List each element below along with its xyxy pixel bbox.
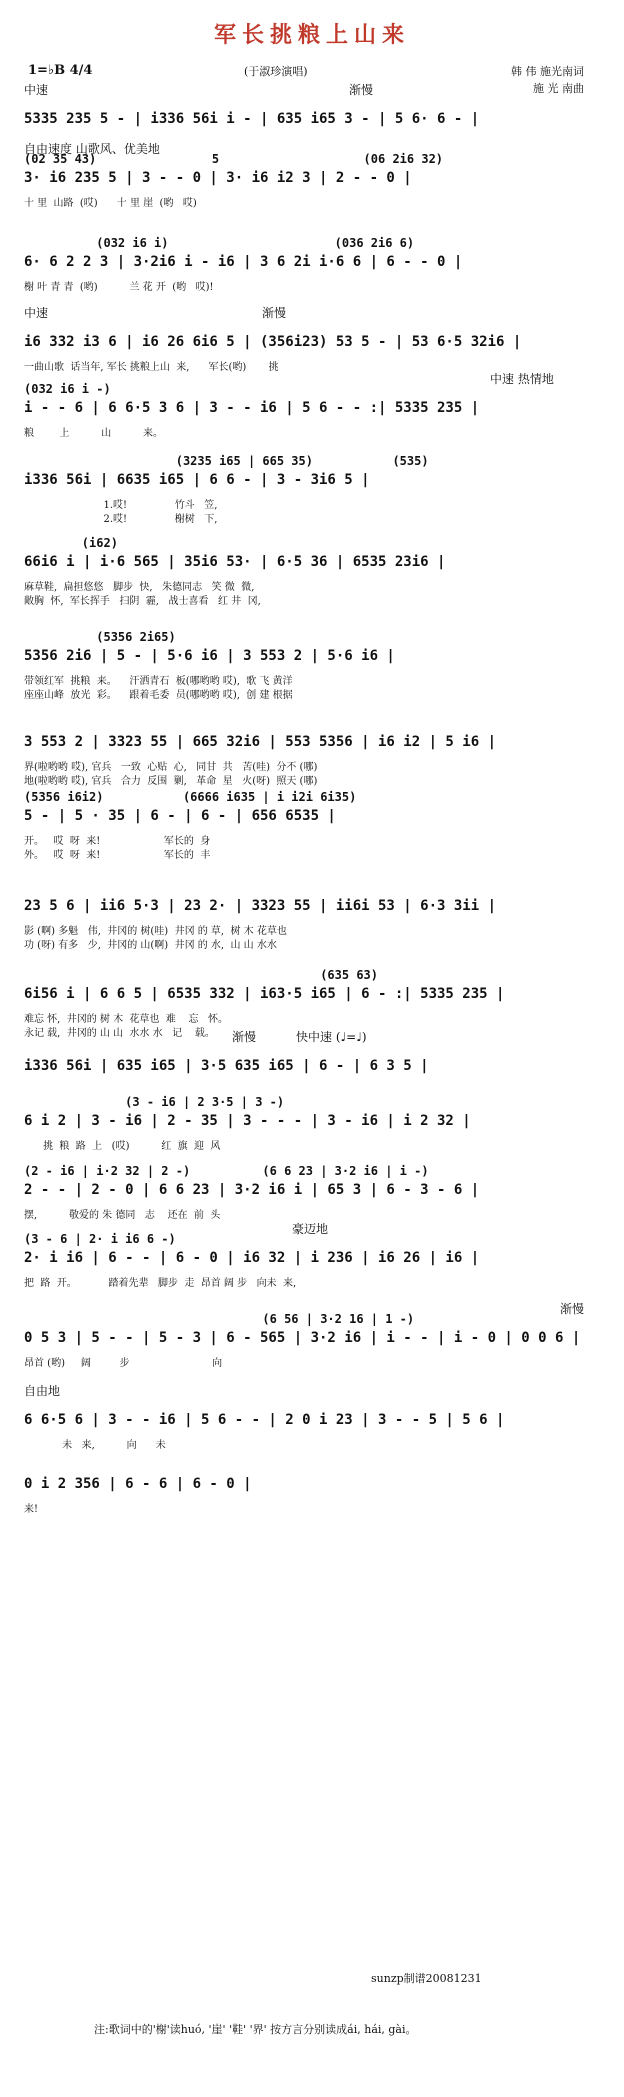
tempo-mark: 中速 xyxy=(24,306,49,320)
notation-line: 3· i6 235 5 | 3 - - 0 | 3· i6 i2 3 | 2 - - 0 | xyxy=(24,170,412,186)
lyric-line: 座座山峰 放光 彩。 跟着毛委 员(哪哟哟 哎), 创 建 根据 xyxy=(24,690,293,701)
tempo-mark: 渐慢 xyxy=(349,83,374,97)
tempo-mark: 中速 热情地 xyxy=(490,372,554,386)
notation-line: 66i6 i | i·6 565 | 35i6 53· | 6·5 36 | 6535 23i6 | xyxy=(24,554,446,570)
tempo-mark: 渐慢 xyxy=(262,306,287,320)
notation-line: i6 332 i3 6 | i6 26 6i6 5 | (356i23) 53 5 - | 53 6·5 32i6 | xyxy=(24,334,522,350)
accompaniment-line: (5356 i6i2) (6666 i635 | i i2i 6i35) xyxy=(24,790,357,804)
credit-lyricist: 韩 伟 施光南词 xyxy=(511,65,584,78)
tempo-mark: 自由地 xyxy=(24,1384,61,1398)
notation-line: i - - 6 | 6 6·5 3 6 | 3 - - i6 | 5 6 - - :| 5335 235 | xyxy=(24,400,480,416)
lyric-line: 永记 载, 井冈的 山 山 水水 水 记 载。 xyxy=(24,1028,215,1039)
lyric-line: 影 (啊) 多魁 伟, 井冈的 树(哇) 井冈 的 草, 树 木 花草也 xyxy=(24,926,287,937)
accompaniment-line: (2 - i6 | i·2 32 | 2 -) (6 6 23 | 3·2 i6 | i -) xyxy=(24,1164,429,1178)
notation-line: 5356 2i6 | 5 - | 5·6 i6 | 3 553 2 | 5·6 i6 | xyxy=(24,648,395,664)
notation-line: 6· 6 2 2 3 | 3·2i6 i - i6 | 3 6 2i i·6 6 | 6 - - 0 | xyxy=(24,254,463,270)
credit-composer: 施 光 南曲 xyxy=(533,82,584,95)
lyric-line: 外。 哎 呀 来! 军长的 丰 xyxy=(24,850,211,861)
lyric-line: 带领红军 挑粮 来。 汗洒青石 板(哪哟哟 哎), 歌 飞 黄洋 xyxy=(24,676,293,687)
lyric-line: 十 里 山路 (哎) 十 里 崖 (哟 哎) xyxy=(24,198,197,209)
lyric-line: 挑 粮 路 上 (哎) 红 旗 迎 风 xyxy=(24,1141,221,1152)
accompaniment-line: (3 - 6 | 2· i i6 6 -) xyxy=(24,1232,176,1246)
notation-line: 6 6·5 6 | 3 - - i6 | 5 6 - - | 2 0 i 23 | 3 - - 5 | 5 6 | xyxy=(24,1412,505,1428)
notation-line: i336 56i | 635 i65 | 3·5 635 i65 | 6 - | 6 3 5 | xyxy=(24,1058,429,1074)
lyric-line: 界(啦哟哟 哎), 官兵 一致 心贴 心, 同甘 共 苦(哇) 分不 (哪) xyxy=(24,762,318,773)
lyric-line: 一曲山歌 话当年, 军长 挑粮上山 来, 军长(哟) 挑 xyxy=(24,362,279,373)
tempo-mark: 中速 xyxy=(24,83,49,97)
lyric-line: 麻草鞋, 扁担悠悠 脚步 快, 朱德同志 笑 微 微, xyxy=(24,582,255,593)
lyric-line: 粮 上 山 来。 xyxy=(24,428,164,439)
tempo-mark: 快中速 (♩=♩) xyxy=(296,1030,367,1044)
accompaniment-line: (635 63) xyxy=(24,968,379,982)
notation-line: 0 i 2 356 | 6 - 6 | 6 - 0 | xyxy=(24,1476,252,1492)
notation-line: 3 553 2 | 3323 55 | 665 32i6 | 553 5356 | i6 i2 | 5 i6 | xyxy=(24,734,497,750)
lyric-line: 难忘 怀, 井冈的 树 木 花草也 难 忘 怀。 xyxy=(24,1014,229,1025)
notation-line: 23 5 6 | ii6 5·3 | 23 2· | 3323 55 | ii6i 53 | 6·3 3ii | xyxy=(24,898,497,914)
lyric-line: 地(啦哟哟 哎), 官兵 合力 反围 剿, 革命 星 火(呀) 照天 (哪) xyxy=(24,776,318,787)
lyric-line: 2.哎! 榭树 下, xyxy=(24,514,218,525)
notation-line: i336 56i | 6635 i65 | 6 6 - | 3 - 3i6 5 | xyxy=(24,472,370,488)
notation-line: 2· i i6 | 6 - - | 6 - 0 | i6 32 | i 236 | i6 26 | i6 | xyxy=(24,1250,480,1266)
lyric-line: 敞胸 怀, 军长挥手 扫阴 霾, 战士喜看 红 井 冈, xyxy=(24,596,261,607)
notation-line: 5335 235 5 - | i336 56i i - | 635 i65 3 - | 5 6· 6 - | xyxy=(24,111,480,127)
accompaniment-line: (032 i6 i) (036 2i6 6) xyxy=(24,236,415,250)
footnote: 注:歌词中的'榭'读huó, '崖' '鞋' '界' 按方言分别读成ái, hái, gài。 xyxy=(94,2023,417,2036)
accompaniment-line: (i62) xyxy=(24,536,118,550)
accompaniment-line: (6 56 | 3·2 16 | 1 -) xyxy=(24,1312,415,1326)
lyric-line: 榭 叶 青 青 (哟) 兰 花 开 (哟 哎)! xyxy=(24,282,214,293)
lyric-line: 来! xyxy=(24,1504,39,1515)
accompaniment-line: (02 35 43) 5 (06 2i6 32) xyxy=(24,152,444,166)
key-signature: 1=♭B 4/4 xyxy=(28,63,93,78)
lyric-line: 未 来, 向 未 xyxy=(24,1440,166,1451)
lyric-line: 摆, 敬爱的 朱 德同 志 还在 前 头 xyxy=(24,1210,221,1221)
singer-note: (于淑珍演唱) xyxy=(244,65,308,78)
accompaniment-line: (3 - i6 | 2 3·5 | 3 -) xyxy=(24,1095,285,1109)
song-title: 军长挑粮上山来 xyxy=(213,22,410,48)
lyric-line: 开。 哎 呀 来! 军长的 身 xyxy=(24,836,211,847)
tempo-mark: 自由速度 山歌风、优美地 xyxy=(24,142,160,156)
accompaniment-line: (032 i6 i -) xyxy=(24,382,111,396)
notation-line: 0 5 3 | 5 - - | 5 - 3 | 6 - 565 | 3·2 i6 | i - - | i - 0 | 0 0 6 | xyxy=(24,1330,581,1346)
lyric-line: 1.哎! 竹斗 笠, xyxy=(24,500,218,511)
accompaniment-line: (3235 i65 | 665 35) (535) xyxy=(24,454,429,468)
notation-line: 6 i 2 | 3 - i6 | 2 - 35 | 3 - - - | 3 - i6 | i 2 32 | xyxy=(24,1113,471,1129)
transcriber-credit: sunzp制谱20081231 xyxy=(371,1972,482,1985)
tempo-mark: 渐慢 xyxy=(560,1302,585,1316)
lyric-line: 昂首 (哟) 阔 步 向 xyxy=(24,1358,223,1369)
accompaniment-line: (5356 2i65) xyxy=(24,630,176,644)
lyric-line: 功 (呀) 有多 少, 井冈的 山(啊) 井冈 的 水, 山 山 水水 xyxy=(24,940,277,951)
notation-line: 2 - - | 2 - 0 | 6 6 23 | 3·2 i6 i | 65 3 | 6 - 3 - 6 | xyxy=(24,1182,480,1198)
notation-line: 6i56 i | 6 6 5 | 6535 332 | i63·5 i65 | 6 - :| 5335 235 | xyxy=(24,986,505,1002)
notation-line: 5 - | 5 · 35 | 6 - | 6 - | 656 6535 | xyxy=(24,808,336,824)
lyric-line: 把 路 开。 踏着先辈 脚步 走 昂首 阔 步 向未 来, xyxy=(24,1278,297,1289)
tempo-mark: 豪迈地 xyxy=(292,1222,329,1236)
tempo-mark: 渐慢 xyxy=(232,1030,257,1044)
